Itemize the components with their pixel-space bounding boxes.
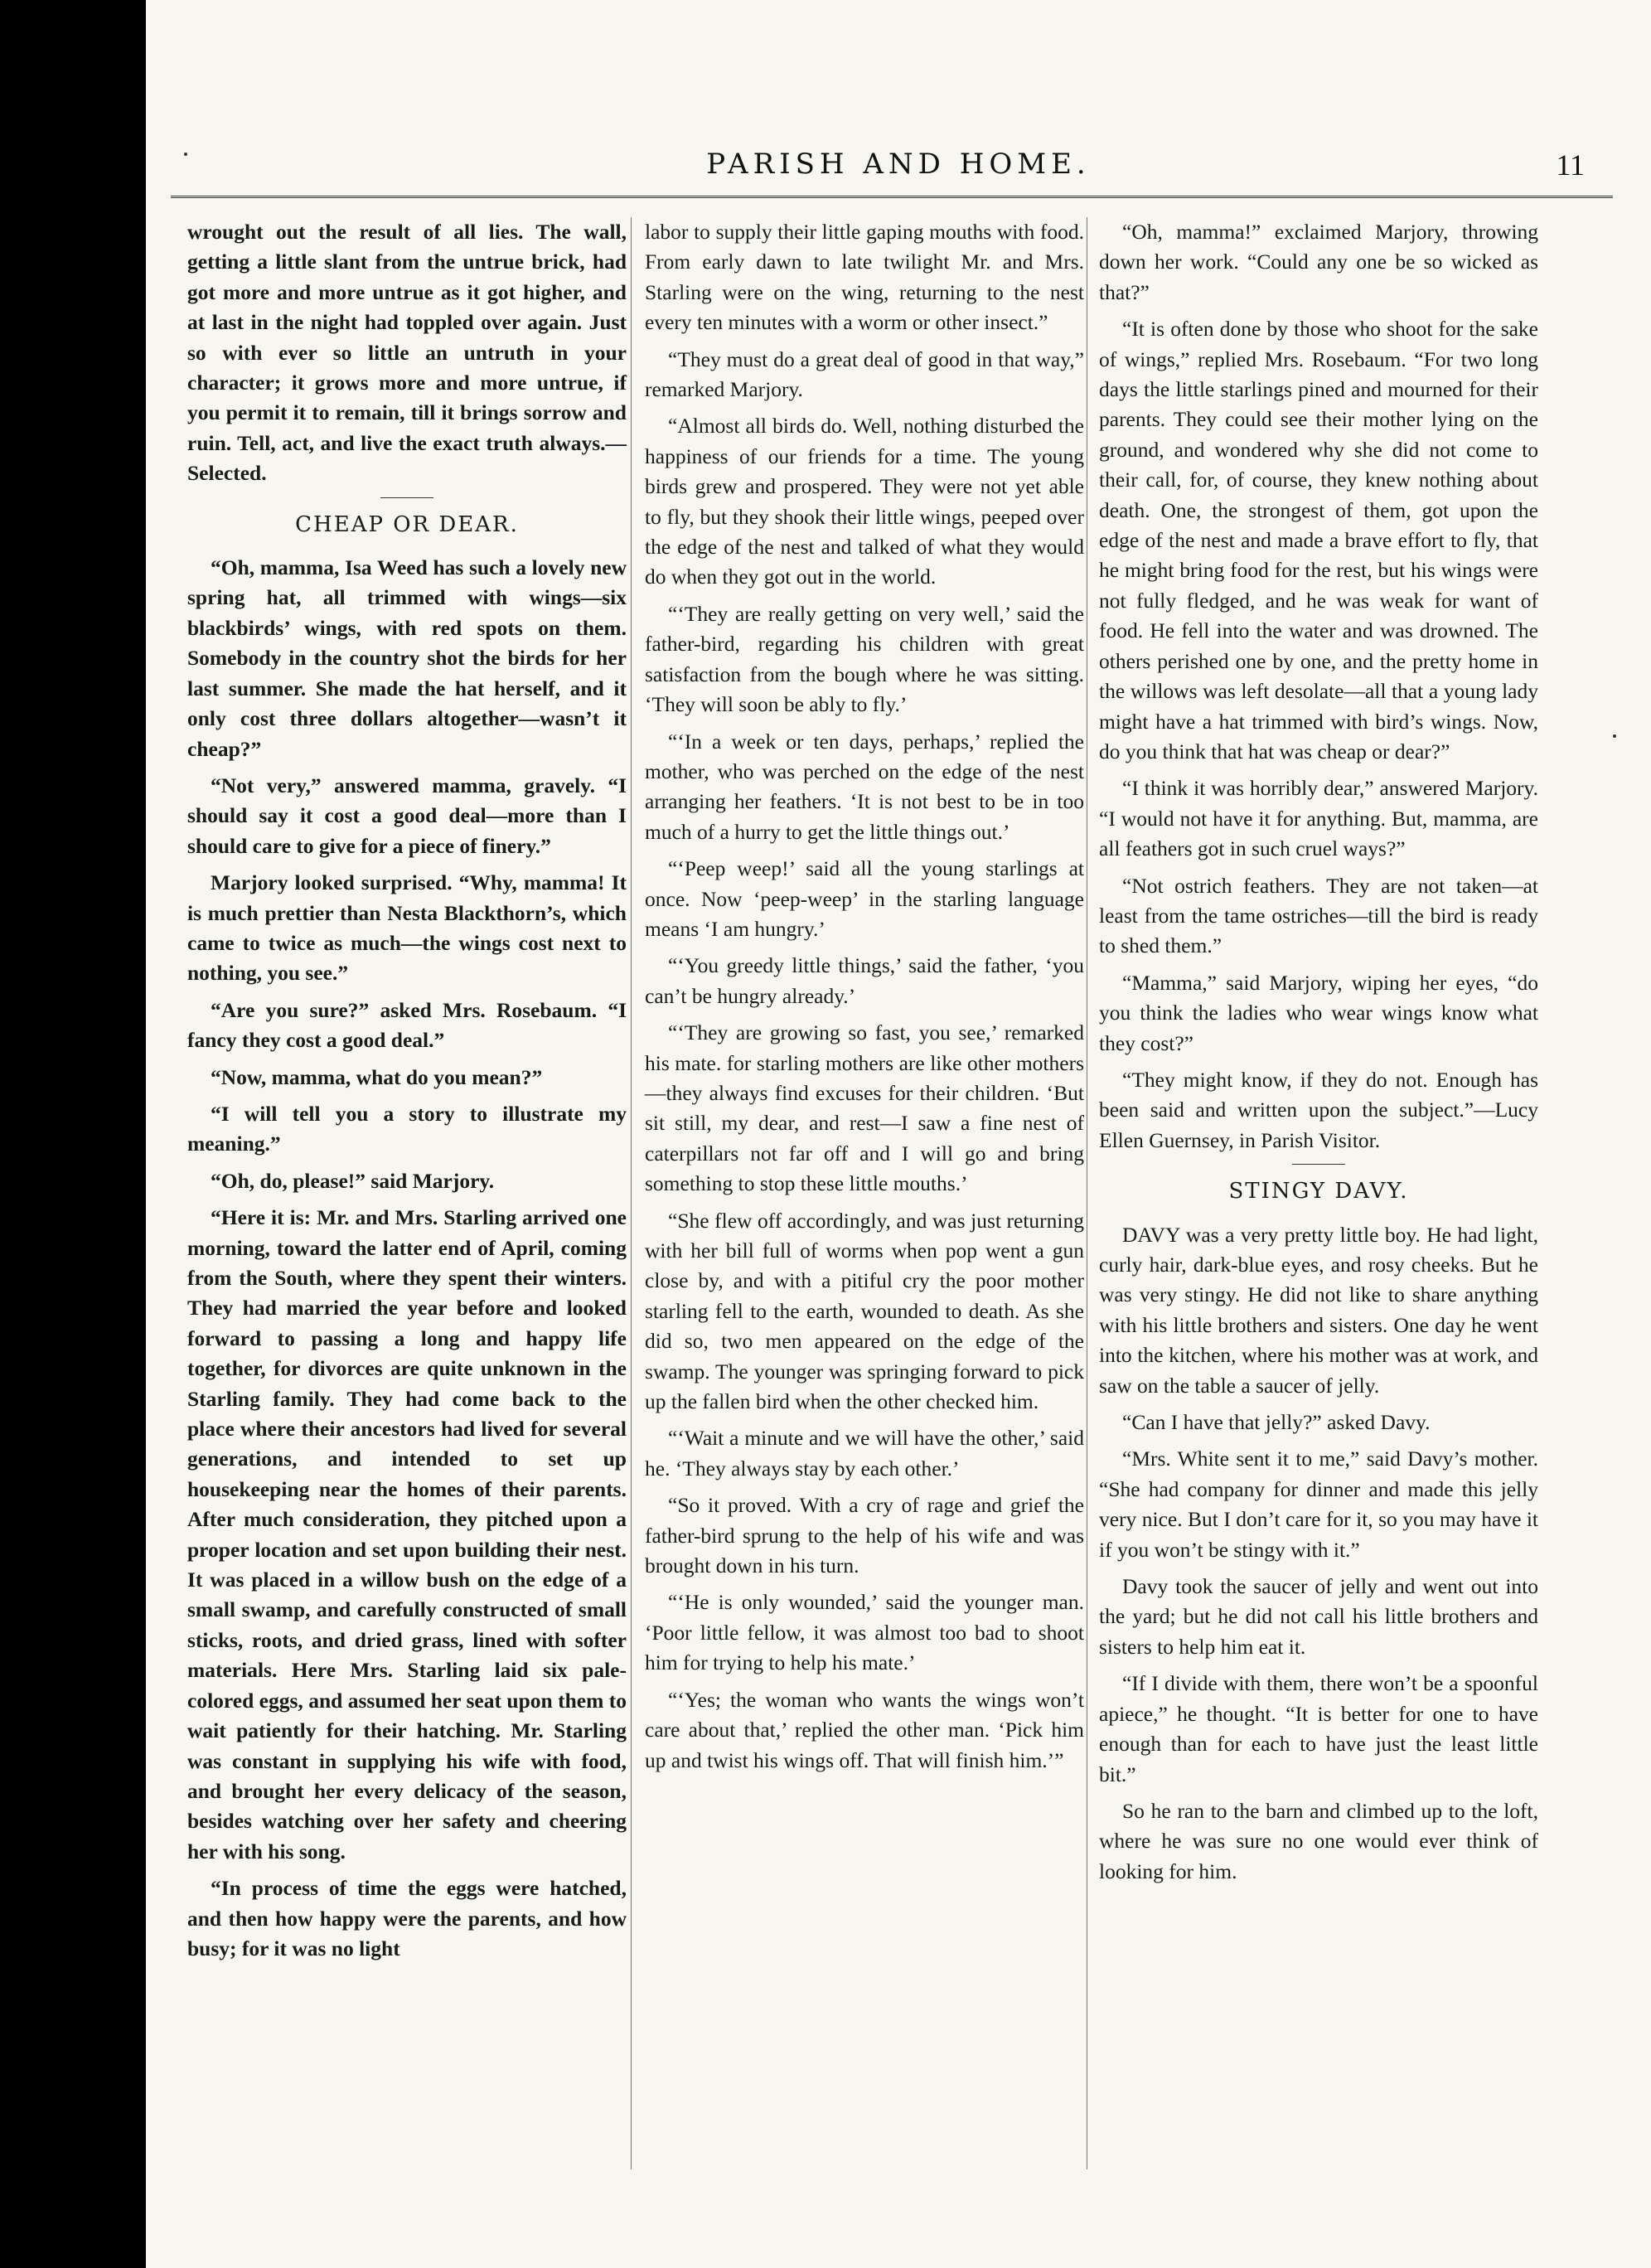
paragraph: “‘You greedy little things,’ said the father, ‘you can’t be hungry already.’ (645, 953, 1084, 1008)
text-column-3 (1099, 217, 1538, 1893)
paragraph: “Not ostrich feathers. They are not taken—at least from the tame ostriches—till the bird is ready to shed them.” (1099, 873, 1538, 958)
paragraph: “They must do a great deal of good in that way,” remarked Marjory. (645, 346, 1084, 402)
running-title: PARISH AND HOME. (706, 148, 1091, 181)
paragraph: “Oh, mamma, Isa Weed has such a lovely new spring hat, all trimmed with wings—six blackbirds’ wings, with red spots on them. Somebody in the country shot the birds for her last summer. She made the hat herself, and it only cost three dollars altogether—wasn’t it cheap?” (187, 555, 627, 761)
newspaper-page (146, 0, 1651, 2268)
paragraph: “She flew off accordingly, and was just returning with her bill full of worms when pop went a gun close by, and with a pitiful cry the poor mother starling fell to the earth, wounded to death. As she did so, two men appeared on the edge of the swamp. The younger was springing forward to pick up the fallen bird when the other checked him. (645, 1208, 1084, 1414)
paragraph: Marjory looked surprised. “Why, mamma! It is much prettier than Nesta Blackthorn’s, which came to twice as much—the wings cost next to nothing, you see.” (187, 870, 627, 986)
paragraph: “They might know, if they do not. Enough has been said and written upon the subject.”—Lucy Ellen Guernsey, in Parish Visitor. (1099, 1067, 1538, 1152)
paragraph: “Almost all birds do. Well, nothing disturbed the happiness of our friends for a time. The young birds grew and prospered. They were not yet able to fly, but they shook their little wings, peeped over the edge of the nest and talked of what they would do when they got out in the world. (645, 414, 1084, 589)
paragraph: wrought out the result of all lies. The wall, getting a little slant from the untrue brick, had got more and more untrue as it got higher, and at last in the night had toppled over again. Just so with ever so little an untruth in your character; it grows more and more untrue, if you permit it to remain, till it brings sorrow and ruin. Tell, act, and live the exact truth always.—Selected. (187, 220, 627, 486)
paragraph: “‘They are growing so fast, you see,’ remarked his mate. for starling mothers are like other mothers—they always find excuses for their children. ‘But sit still, my dear, and rest—I saw a fine nest of caterpillars not far off and I will go and bring something to stop these little mouths.’ (645, 1020, 1084, 1196)
paragraph: “Are you sure?” asked Mrs. Rosebaum. “I fancy they cost a good deal.” (187, 997, 627, 1053)
paragraph: “‘Peep weep!’ said all the young starlings at once. Now ‘peep-weep’ in the starling language means ‘I am hungry.’ (645, 856, 1084, 941)
paragraph: “Oh, mamma!” exclaimed Marjory, throwing down her work. “Could any one be so wicked as that?” (1099, 220, 1538, 304)
paragraph: “So it proved. With a cry of rage and grief the father-bird sprung to the help of his wife and was brought down in his turn. (645, 1493, 1084, 1578)
paragraph: “Not very,” answered mamma, gravely. “I should say it cost a good deal—more than I should care to give for a piece of finery.” (187, 773, 627, 858)
article-heading: CHEAP OR DEAR. (295, 511, 519, 537)
paragraph: “In process of time the eggs were hatched, and then how happy were the parents, and how busy; for it was no light (187, 1876, 627, 1960)
section-rule (380, 497, 433, 498)
paragraph: “It is often done by those who shoot for the sake of wings,” replied Mrs. Rosebaum. “For two long days the little starlings pined and mourned for their parents. They could see their mother lying on the ground, and wondered why she did not come to their call, for, of course, they knew nothing about death. One, the strongest of them, got upon the edge of the nest and made a brave effort to fly, that he might bring food for the rest, but his wings were not fully fledged, and he was weak for want of food. He fell into the water and was drowned. The others perished one by one, and the pretty home in the willows was left desolate—all that a young lady might have a hat trimmed with bird’s wings. Now, do you think that hat was cheap or dear?” (1099, 317, 1538, 763)
print-speck (1613, 734, 1616, 738)
page-header (146, 148, 1651, 189)
column-divider (631, 217, 632, 2169)
header-rule (171, 196, 1613, 201)
paragraph: “‘Yes; the woman who wants the wings won’t care about that,’ replied the other man. ‘Pick him up and twist his wings off. That will finish him.’” (645, 1687, 1084, 1772)
paragraph: “Mrs. White sent it to me,” said Davy’s mother. “She had company for dinner and made this jelly very nice. But I don’t care for it, so you may have it if you won’t be stingy with it.” (1099, 1447, 1538, 1562)
text-column-2 (645, 217, 1084, 1782)
paragraph: “Mamma,” said Marjory, wiping her eyes, “do you think the ladies who wear wings know what they cost?” (1099, 970, 1538, 1055)
paragraph: “Oh, do, please!” said Marjory. (211, 1168, 495, 1193)
paragraph: “If I divide with them, there won’t be a spoonful apiece,” he thought. “It is better for one to have enough than for each to have just the least little bit.” (1099, 1671, 1538, 1786)
paragraph: “‘In a week or ten days, perhaps,’ replied the mother, who was perched on the edge of the nest arranging her feathers. ‘It is not best to be in too much of a hurry to get the little things out.’ (645, 729, 1084, 844)
paragraph: Davy took the saucer of jelly and went out into the yard; but he did not call his little brothers and sisters to help him eat it. (1099, 1574, 1538, 1659)
section-rule (1292, 1164, 1345, 1165)
paragraph: So he ran to the barn and climbed up to the loft, where he was sure no one would ever think of looking for him. (1099, 1798, 1538, 1883)
paragraph: “I think it was horribly dear,” answered Marjory. “I would not have it for anything. But, mamma, are all feathers got in such cruel ways?” (1099, 776, 1538, 861)
paragraph: “I will tell you a story to illustrate my meaning.” (187, 1101, 627, 1156)
article-heading: STINGY DAVY. (1228, 1179, 1409, 1204)
paragraph: “‘They are really getting on very well,’ said the father-bird, regarding his children with great satisfaction from the bough where he was sitting. ‘They will soon be ably to fly.’ (645, 601, 1084, 717)
text-column-1 (187, 217, 627, 1970)
paragraph: “Here it is: Mr. and Mrs. Starling arrived one morning, toward the latter end of April, coming from the South, where they spent their winters. They had married the year before and looked forward to passing a long and happy life together, for divorces are quite unknown in the Starling family. They had come back to the place where their ancestors had lived for several generations, and intended to set up housekeeping near the homes of their parents. After much consideration, they pitched upon a proper location and set upon building their nest. It was placed in a willow bush on the edge of a small swamp, and carefully constructed of small sticks, roots, and dried grass, lined with softer materials. Here Mrs. Starling laid six pale-colored eggs, and assumed her seat upon them to wait patiently for their hatching. Mr. Starling was constant in supplying his wife with food, and brought her every delicacy of the season, besides watching over her safety and cheering her with his song. (187, 1205, 627, 1863)
print-speck (184, 153, 187, 156)
page-number: 11 (1556, 148, 1585, 182)
paragraph: labor to supply their little gaping mouths with food. From early dawn to late twilight Mr. and Mrs. Starling were on the wing, returning to the nest every ten minutes with a worm or other insect.” (645, 220, 1084, 335)
paragraph: “Now, mamma, what do you mean?” (211, 1064, 543, 1089)
paragraph: “Can I have that jelly?” asked Davy. (1122, 1410, 1431, 1435)
paragraph: “‘He is only wounded,’ said the younger man. ‘Poor little fellow, it was almost too bad to shoot him for trying to help his mate.’ (645, 1590, 1084, 1675)
paragraph: DAVY was a very pretty little boy. He had light, curly hair, dark-blue eyes, and rosy cheeks. But he was very stingy. He did not like to share anything with his little brothers and sisters. One day he went into the kitchen, where his mother was at work, and saw on the table a saucer of jelly. (1099, 1222, 1538, 1398)
paragraph: “‘Wait a minute and we will have the other,’ said he. ‘They always stay by each other.’ (645, 1426, 1084, 1480)
